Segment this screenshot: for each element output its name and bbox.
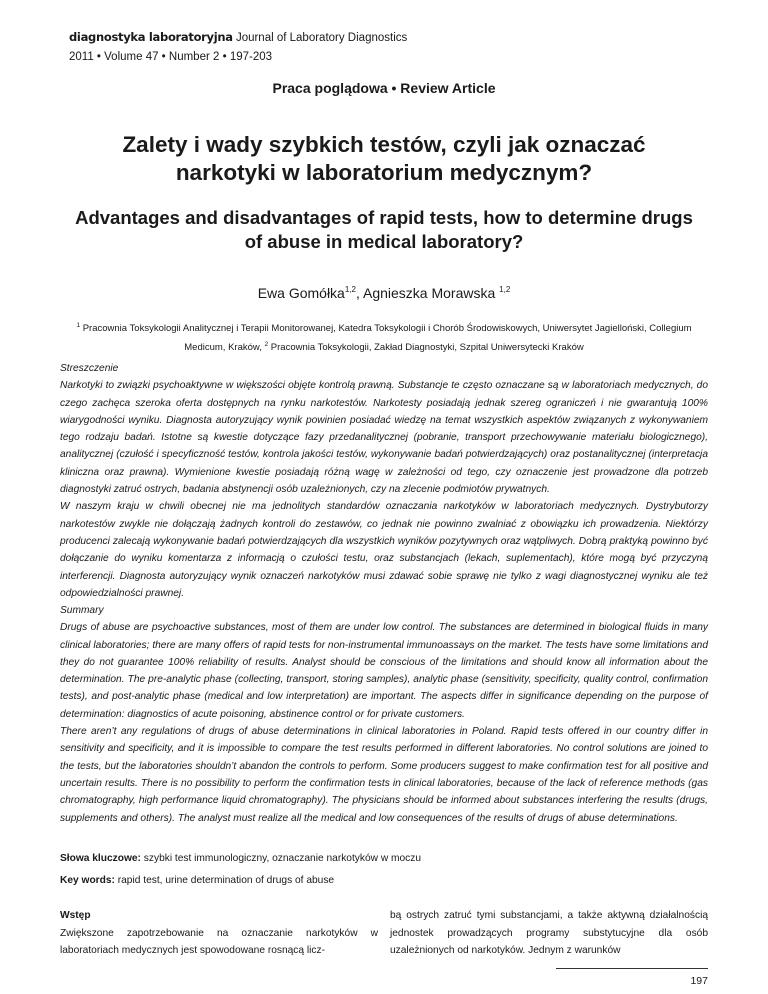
body-text-right: bą ostrych zatruć tymi substancjami, a także aktywną działalnością jednostek prowadzących programy substytucyjne dla osób uzależnionych od narkotyków. Jednym z warunków [390,910,708,956]
abstract-polish [60,360,708,602]
body-column-left [60,907,378,960]
author-2-affil: 1,2 [499,285,511,294]
author-1: Ewa Gomółka [257,285,345,301]
abstract-en-paragraph-1: Drugs of abuse are psychoactive substances, most of them are under low control. The substances are determined in biological fluids in many clinical laboratories; there are many offers of rapid tests for non-instrumental immunoassays on the market. The tests have some limitations and they do not guarantee 100% reliability of results. Analyst should be conscious of the limitations and should know all information about the determination. The pre-analytic phase (collecting, transport, storing samples), analytic phase (sensitivity, specificity, quality control, confirmation tests), and post-analytic phase (medical and low interpretation) are important. The aspects differ in significance depending on the purpose of determination: diagnostics of acute poisoning, abstinence control or for private customers. [60,622,708,720]
affil-2-text: Pracownia Toksykologii, Zakład Diagnostyki, Szpital Uniwersytecki Kraków [270,341,584,353]
abstract-en-heading: Summary [60,605,104,616]
affiliations [60,318,708,355]
keywords-en-text: rapid test, urine determination of drugs of abuse [114,875,335,886]
affil-2-marker: 2 [264,340,269,348]
abstract-pl-paragraph-2: W naszym kraju w chwili obecnej nie ma jednolitych standardów oznaczania narkotyków w laboratoriach medycznych. Dystrybutorzy narkotestów zwykle nie dołączają żadnych kontroli do zestawów, co jednak nie powinno zwalniać z obowiązku ich prowadzenia. Niektórzy producenci zalecają wykonywanie badań potwierdzających dla wszystkich wyników pozytywnych oraz wątpliwych. Dobrą praktyką powinno być dołączanie do wyniku komentarza z informacją o czułości testu, oraz substancjach (lekach, suplementach), które mogą być przyczyną interferencji. Diagnosta autoryzujący wynik oznaczeń narkotyków musi zdawać sobie sprawę nie tylko z wagi diagnostycznej wyniku ale też odpowiedzialności prawnej. [60,501,708,599]
body-text-left: Zwiększone zapotrzebowanie na oznaczanie narkotyków w laboratoriach medycznych jest spowodowane rosnącą licz- [60,927,378,956]
abstract-pl-heading: Streszczenie [60,363,119,374]
author-1-affil: 1,2 [344,285,356,294]
title-english: Advantages and disadvantages of rapid tests, how to determine drugs of abuse in medical laboratory? [75,207,693,252]
abstract-en-paragraph-2: There aren’t any regulations of drugs of abuse determinations in clinical laboratories in Poland. Rapid tests offered in our country differ in sensitivity and specificity, and it is impossible to compare the test results performed in different laboratories. No control solutions are joined to the tests, but the laboratories shouldn’t abandon the controls to perform. Some producers suggest to make confirmation test for all positive and uncertain results. There is no possibility to perform the confirmation tests in clinical laboratories, because of the lack of reference methods (gas chromatography, high performance liquid chromatography). The physicians should be informed about substances interfering the results (drugs, supplements and others). The analyst must realize all the medical and low consequences of the results of drugs of abuse determinations. [60,726,708,824]
author-2: Agnieszka Morawska [363,285,496,301]
journal-issue: 2011 • Volume 47 • Number 2 • 197-203 [69,51,273,63]
affil-1-marker: 1 [76,322,81,329]
keywords-en-label: Key words: [60,875,115,886]
keywords-english [60,874,708,888]
article-type: Praca poglądowa • Review Article [272,80,496,96]
title-polish: Zalety i wady szybkich testów, czyli jak oznaczać narkotyki w laboratorium medycznym? [122,132,646,185]
page-number: 197 [690,975,708,987]
abstract-pl-paragraph-1: Narkotyki to związki psychoaktywne w większości objęte kontrolą prawną. Substancje te często oznaczane są w laboratoriach medycznych, do czego zachęca szeroka oferta dostępnych na rynku narkotestów. Narkotesty posiadają jednak szereg ograniczeń i nie gwarantują 100% wiarygodności wyniku. Diagnosta autoryzujący wynik powinien posiadać wiedzę na temat wszystkich aspektów związanych z wykonywaniem tego rodzaju badań. Istotne są kwestie dotyczące fazy przedanalitycznej (pobranie, transport przechowywanie materiału biologicznego), analitycznej (czułość i specyficzność testów, kontrola jakości testów, wykonywanie badań potwierdzających) oraz postanalitycznej (interpretacja kliniczna oraz prawna). Wymienione kwestie posiadają różną wagę w zależności od tego, czy oznaczenie jest prowadzone dla potrzeb diagnostyki zatruć ostrych, badania abstynencji osób uzależnionych, czy na zlecenie podmiotów prywatnych. [60,380,708,496]
section-heading: Wstęp [60,910,91,921]
footer-divider [556,968,708,969]
keywords-pl-label: Słowa kluczowe: [60,853,141,864]
authors [0,285,768,301]
abstract-english [60,602,708,827]
journal-header [69,30,407,65]
journal-brand: diagnostyka laboratoryjna [69,30,233,44]
journal-name: Journal of Laboratory Diagnostics [235,32,408,44]
keywords-pl-text: szybki test immunologiczny, oznaczanie narkotyków w moczu [140,853,422,864]
affil-1-text: Pracownia Toksykologii Analitycznej i Terapii Monitorowanej, Katedra Toksykologii i Chorób Środowiskowych, Uniwersytet Jagielloński, Collegium Medicum, Kraków, [82,323,692,353]
body-column-right [390,907,708,960]
author-separator: , [355,285,363,301]
keywords-polish [60,852,708,866]
